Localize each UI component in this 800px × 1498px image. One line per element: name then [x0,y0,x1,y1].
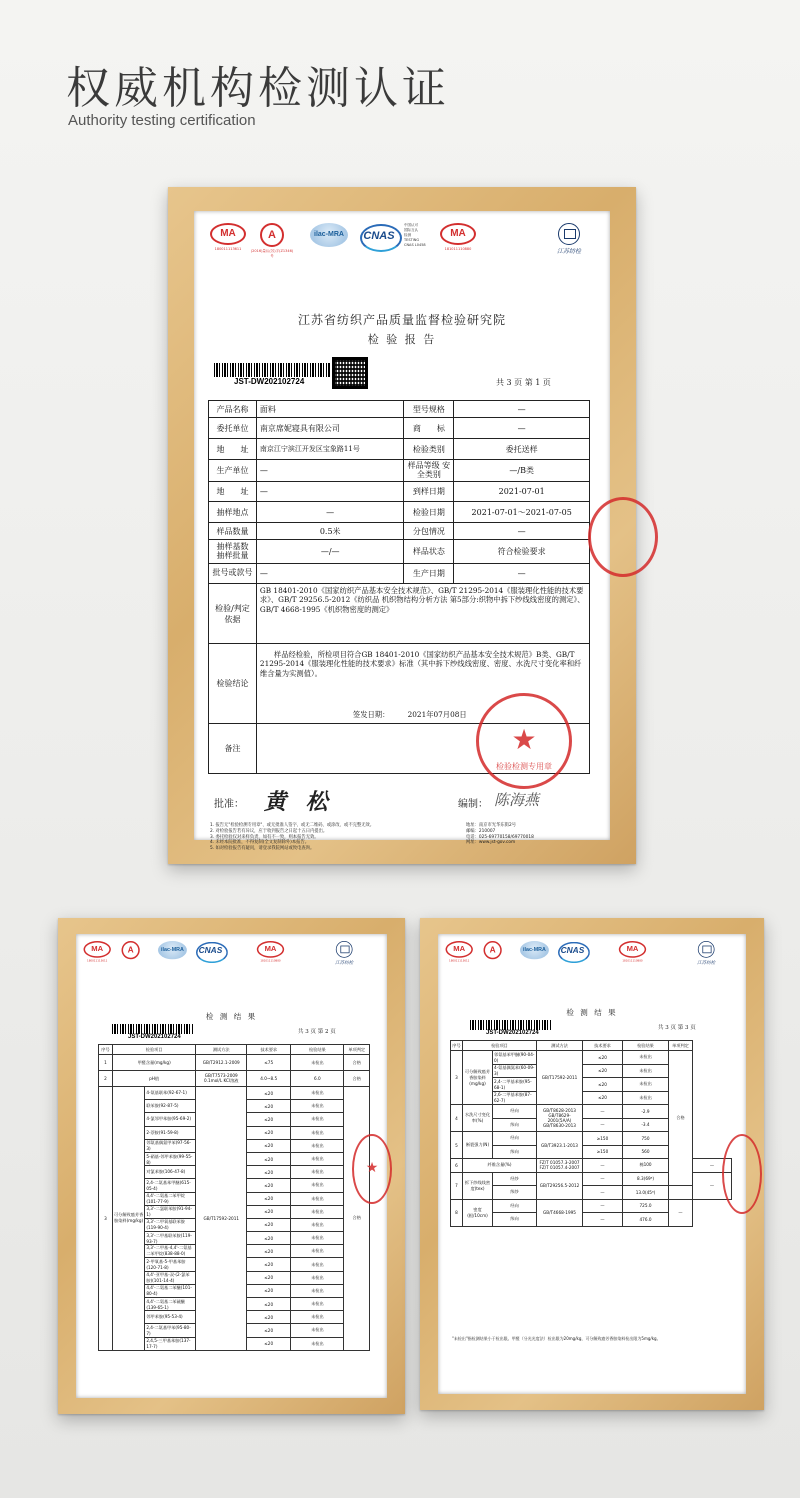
table-row: 生产单位 — 样品等级 安全类别 —/B类 [209,460,590,482]
side-stamp [588,497,658,577]
cell: 4,4'-二氨基二苯醚(101-80-4) [145,1284,196,1297]
table-row: 1 甲醛含量(mg/kg) GB/T2912.1-2009 ≤75 未检出 合格 [99,1055,370,1071]
cell: -2.9 [623,1105,669,1119]
cell: 可分解致癌芳香胺染料(mg/kg) [463,1051,493,1105]
cell: 拆下纱线线密度(tex) [463,1172,493,1199]
cell: 未检出 [291,1311,344,1324]
cell: 未检出 [291,1232,344,1245]
table-row: 产品名称 面料 型号规格 — [209,401,590,418]
cell: GB/T17592-2011 [537,1051,583,1105]
cell: 3 [99,1087,113,1351]
official-stamp: ★ 检验检测专用章 [476,693,572,789]
editor-signature: 陈海燕 [494,791,540,809]
barcode [112,1024,194,1034]
report-title: 检 验 报 告 [367,333,437,346]
cell: 未检出 [291,1087,344,1100]
table-row [451,1186,732,1200]
cell: 可分解致癌芳香胺染料(mg/kg) [112,1087,144,1351]
cell: 8 [451,1199,463,1226]
logo-row [444,938,733,971]
cell: 3,3'-二氯联苯胺(91-94-1) [145,1205,196,1218]
cell: ≤20 [583,1091,623,1105]
page-info: 共 3 页 第 1 页 [496,378,551,387]
cell: 未检出 [291,1192,344,1205]
ilac-mra-logo: ilac-MRA [520,941,549,959]
main-report-paper [194,211,610,852]
table-header: 序号 检验项目 测试方法 技术要求 检验结果 单项判定 [99,1045,370,1055]
table-row: 地 址 — 到样日期 2021-07-01 [209,482,590,502]
table-row: 地 址 南京江宁滨江开发区宝象路11号 检验类别 委托送样 [209,439,590,460]
cell: 经向 [493,1199,537,1213]
cell: 未检出 [291,1324,344,1337]
footnote: "未检出"指检测结果小于检出限。甲醛（分光光度法）检出限为20mg/kg，可分解致癌芳香胺染料检出限为5mg/kg。 [452,1336,661,1341]
cell: 2,4-二氨基苯甲醚(615-05-4) [145,1179,196,1192]
cell: 4,4'-二氨基二苯甲烷(101-77-9) [145,1192,196,1205]
cell: ≤20 [247,1298,291,1311]
cell: 3,3'-二甲氧基联苯胺(119-90-4) [145,1218,196,1231]
table-row: 2 pH值 GB/T7573-2009 0.1mol/L KCl溶液 4.0~8.5 6.0 合格 [99,1071,370,1087]
cell: 未检出 [291,1166,344,1179]
cell: — [583,1172,623,1186]
cell: 476.0 [623,1213,669,1227]
cell: 未检出 [291,1139,344,1152]
cell: — [583,1213,623,1227]
cell: — [583,1118,623,1132]
cma-logo: MA 180011113611 [446,941,473,962]
cell: 4,4'-二氨基二苯硫醚(139-65-1) [145,1298,196,1311]
cell: 未检出 [291,1205,344,1218]
jsfj-logo: 江苏纺检 [552,223,586,255]
cell: 2,4-二氨基甲苯(95-80-7) [145,1324,196,1337]
cell: 经纱 [493,1172,537,1186]
results-table [98,1044,370,1351]
cell: 邻氨基偶氮甲苯(97-56-3) [145,1139,196,1152]
cell: GB/T29256.5-2012 [537,1172,583,1199]
cell: 未检出 [291,1179,344,1192]
cell: 3 [451,1051,463,1105]
cell: 纬向 [493,1118,537,1132]
cell: ≥150 [583,1145,623,1159]
report-number: JST-DW202102724 [234,377,305,386]
cell: ≤20 [247,1232,291,1245]
table-row: 检验/判定 依据 GB 18401-2010《国家纺织产品基本安全技术规范》、GB/T 21295-2014《服装理化性能的技术要求》、GB/T 29256.5-2012《纺织品 机织物结构分析方法 第5部分:织物中拆下纱线线密度的测定》、GB/T 4668-1995《机织物密度的测定》 [209,584,590,644]
cal-logo: A (2016)量认(苏)字(Z1346)号 [260,223,294,259]
cell: — [693,1172,732,1199]
jsfj-logo: 江苏纺检 [693,941,719,965]
cell: 未检出 [291,1271,344,1284]
cma-logo: MA 180011113611 [84,941,111,962]
page-info: 共 3 页 第 2 页 [298,1029,336,1035]
cell: ≤20 [583,1051,623,1065]
cell: 未检出 [291,1337,344,1350]
star-icon: ★ [365,1160,379,1177]
cell: ≤20 [247,1324,291,1337]
cell: ≥150 [583,1132,623,1146]
cell: 经向 [493,1132,537,1146]
cnas-logo: CNAS [356,223,402,249]
cell: 未检出 [291,1113,344,1126]
scale-emblem-icon [558,223,580,245]
table-row: 批号或款号 — 生产日期 — [209,564,590,584]
results-title: 检 测 结 果 [566,1008,618,1017]
cell: 3,3'-二甲基-4,4'-二氨基二苯甲烷(838-88-0) [145,1245,196,1258]
editor-label: 编制： [458,799,488,810]
qr-code [332,357,368,389]
approver-signature: 黄 松 [264,789,334,815]
cell: ≤20 [247,1139,291,1152]
cell: ≤20 [247,1166,291,1179]
page3-frame [420,918,764,1410]
cell: — [583,1199,623,1213]
cell: 3,3'-二甲基联苯胺(119-93-7) [145,1232,196,1245]
cell: 断裂强力(N) [463,1132,493,1159]
cell: — [583,1159,623,1173]
cell: 2-萘胺(91-59-8) [145,1126,196,1139]
table-row: 抽样基数 抽样批量 —/— 样品状态 符合检验要求 [209,540,590,564]
cell: GB/T4668-1995 [537,1199,583,1226]
cell: 联苯胺(92-87-5) [145,1100,196,1113]
barcode [470,1020,552,1030]
cell: 纬纱 [493,1186,537,1200]
cell: ≤20 [247,1284,291,1297]
cell: — [583,1186,623,1200]
page-title: 权威机构检测认证 [66,63,450,114]
cell: 4 [451,1105,463,1132]
cell: 5 [451,1132,463,1159]
cell: 未检出 [291,1284,344,1297]
cell: 未检出 [291,1298,344,1311]
cell: ≤20 [247,1218,291,1231]
table-row [451,1199,732,1213]
scale-emblem-icon [336,941,353,958]
approve-label: 批准： [214,799,244,810]
cell: — [669,1199,693,1226]
table-row: 抽样地点 — 检验日期 2021-07-01～2021-07-05 [209,502,590,523]
side-stamp [352,1134,392,1204]
cell: 2,6-二甲基苯胺(87-62-7) [493,1091,537,1105]
cell: — [583,1105,623,1119]
cnas-logo: CNAS [555,941,590,961]
cell: 2,4-二甲基苯胺(95-68-1) [493,1078,537,1092]
page-subtitle: Authority testing certification [68,112,256,129]
cell: 纤维含量(%) [463,1159,537,1173]
cell: ≤20 [247,1100,291,1113]
cell: 经向 [493,1105,537,1119]
cell: ≤20 [247,1205,291,1218]
results-title: 检 测 结 果 [205,1012,258,1021]
cell: ≤20 [583,1078,623,1092]
cell: ≤20 [247,1152,291,1165]
cell: ≤20 [247,1337,291,1350]
cell: — [693,1159,732,1173]
cell: 4-氨基偶氮苯(60-09-3) [493,1064,537,1078]
cell: 合格 [669,1051,693,1186]
cell: 5-硝基-邻甲苯胺(99-55-8) [145,1152,196,1165]
cell: ≤20 [247,1311,291,1324]
cell: 棉100 [623,1159,669,1173]
cell: 未检出 [291,1152,344,1165]
cnas-logo: CNAS [193,941,228,961]
cell: 未检出 [291,1100,344,1113]
cell: ≤20 [247,1087,291,1100]
table-row [451,1051,732,1065]
cell: 对氯苯胺(106-47-8) [145,1166,196,1179]
cal-logo: A [122,941,140,959]
cell: 4-氯邻甲苯胺(95-69-2) [145,1113,196,1126]
ilac-mra-logo: ilac-MRA [158,941,187,959]
cell: ≤20 [247,1179,291,1192]
star-icon: ★ [511,722,537,756]
cell: 4,4'-亚甲基-双-(2-氯苯胺)(101-14-4) [145,1271,196,1284]
cell: 750 [623,1132,669,1146]
cell: 未检出 [291,1218,344,1231]
cell: 13.0(45⁸) [623,1186,669,1200]
cell: 2-甲氧基-5-甲基苯胺(120-71-8) [145,1258,196,1271]
cell: ≤20 [247,1271,291,1284]
cnas-text: 中国认可 国际互认 检测 TESTING CNAS L0458 [404,223,426,247]
cell: 未检出 [623,1051,669,1065]
cell: 未检出 [623,1091,669,1105]
jsfj-logo: 江苏纺检 [331,941,357,965]
report-number: JST-DW202102724 [486,1030,539,1036]
cell: 水洗尺寸变化率(%) [463,1105,493,1132]
ilac-mra-logo: ilac-MRA [310,223,348,247]
cma-logo-2: MA 181011110880 [257,941,284,962]
report-notes: 1. 报告无"检验检测专用章"、或无批准人签字、或无二维码、或涂改、或不完整无效。 2. 对检验报告若有异议，应于收到报告之日起十五日内提出。 3. 委托检验仅对来样负责，如有不一致，则本报告无效。 4. 未经本院批准，不得复制(全文复制除外)本报告。 5. 如对检验报告有疑问，请登录我院网站或致电查询。 [210,823,375,852]
cell: 纬向 [493,1145,537,1159]
cell: 2,4,5-三甲基苯胺(137-17-7) [145,1337,196,1350]
cell: GB/T3923.1-2013 [537,1132,583,1159]
cell: 7 [451,1172,463,1199]
cell: 8.3(69⁸) [623,1172,669,1186]
contact-info: 地址：南京市光华东街2号 邮编：210007 电话：025-69770158/69770018 网址：www.jst-gov.com [466,823,534,846]
cell: 560 [623,1145,669,1159]
cell: ≤20 [247,1258,291,1271]
cell: 纬向 [493,1213,537,1227]
cma-logo: MA 180011113611 [210,223,246,251]
table-row: 委托单位 南京席妮寝具有限公司 商 标 — [209,418,590,439]
cell: 未检出 [291,1245,344,1258]
cell: FZ/T 01057.3-2007 FZ/T 01057.4-2007 [537,1159,583,1173]
cell: 未检出 [623,1078,669,1092]
issue-date: 签发日期： 2021年07月08日 [352,709,467,719]
cell: 邻氨基苯甲醚(90-04-0) [493,1051,537,1065]
cell: 合格 [344,1087,370,1351]
cell: 4-氨基联苯(92-67-1) [145,1087,196,1100]
cell: 邻甲苯胺(95-53-4) [145,1311,196,1324]
cell: ≤20 [247,1113,291,1126]
cell: ≤20 [247,1245,291,1258]
report-number: JST-DW202102724 [128,1034,181,1040]
barcode [214,363,330,377]
cell: 未检出 [291,1126,344,1139]
cell: 未检出 [291,1258,344,1271]
cell: ≤20 [247,1192,291,1205]
table-header: 序号 检验项目 测试方法 技术要求 检验结果 单项判定 [451,1041,732,1051]
cell: GB/T17592-2011 [196,1087,247,1351]
cell: ≤20 [247,1126,291,1139]
main-report-frame [168,187,636,864]
side-stamp [722,1134,762,1214]
page-info: 共 3 页 第 3 页 [658,1025,696,1031]
logo-row [208,219,596,263]
page2-paper [76,934,387,1398]
cal-logo: A [484,941,502,959]
table-row: 备注 [209,724,590,774]
table-row: 检验结论 样品经检验，所检项目符合GB 18401-2010《国家纺织产品基本安全技术规范》B类、GB/T 21295-2014《服装理化性能的技术要求》标准（其中拆下纱线线密度、密度、水洗尺寸变化率和纤维含量为实测值）。 签发日期： 2021年07月08日 [209,644,590,724]
results-table [450,1040,732,1227]
cma-logo-2: MA 181011110880 [619,941,646,962]
institute-name: 江苏省纺织产品质量监督检验研究院 [297,313,506,327]
cell: 725.0 [623,1199,669,1213]
logo-row [82,938,371,971]
cell: -3.4 [623,1118,669,1132]
table-row: 样品数量 0.5米 分包情况 — [209,523,590,540]
scale-emblem-icon [698,941,715,958]
page3-paper [438,934,746,1394]
cell: ≤20 [583,1064,623,1078]
cell: 未检出 [623,1064,669,1078]
cell: GB/T8628-2013 GB/T8629-2001(5A/A) GB/T8630-2013 [537,1105,583,1132]
cma-logo-2: MA 181011110880 [440,223,476,251]
table-row [99,1087,370,1100]
cell: 6 [451,1159,463,1173]
page2-frame [58,918,405,1414]
cell: 密度(根/10cm) [463,1199,493,1226]
